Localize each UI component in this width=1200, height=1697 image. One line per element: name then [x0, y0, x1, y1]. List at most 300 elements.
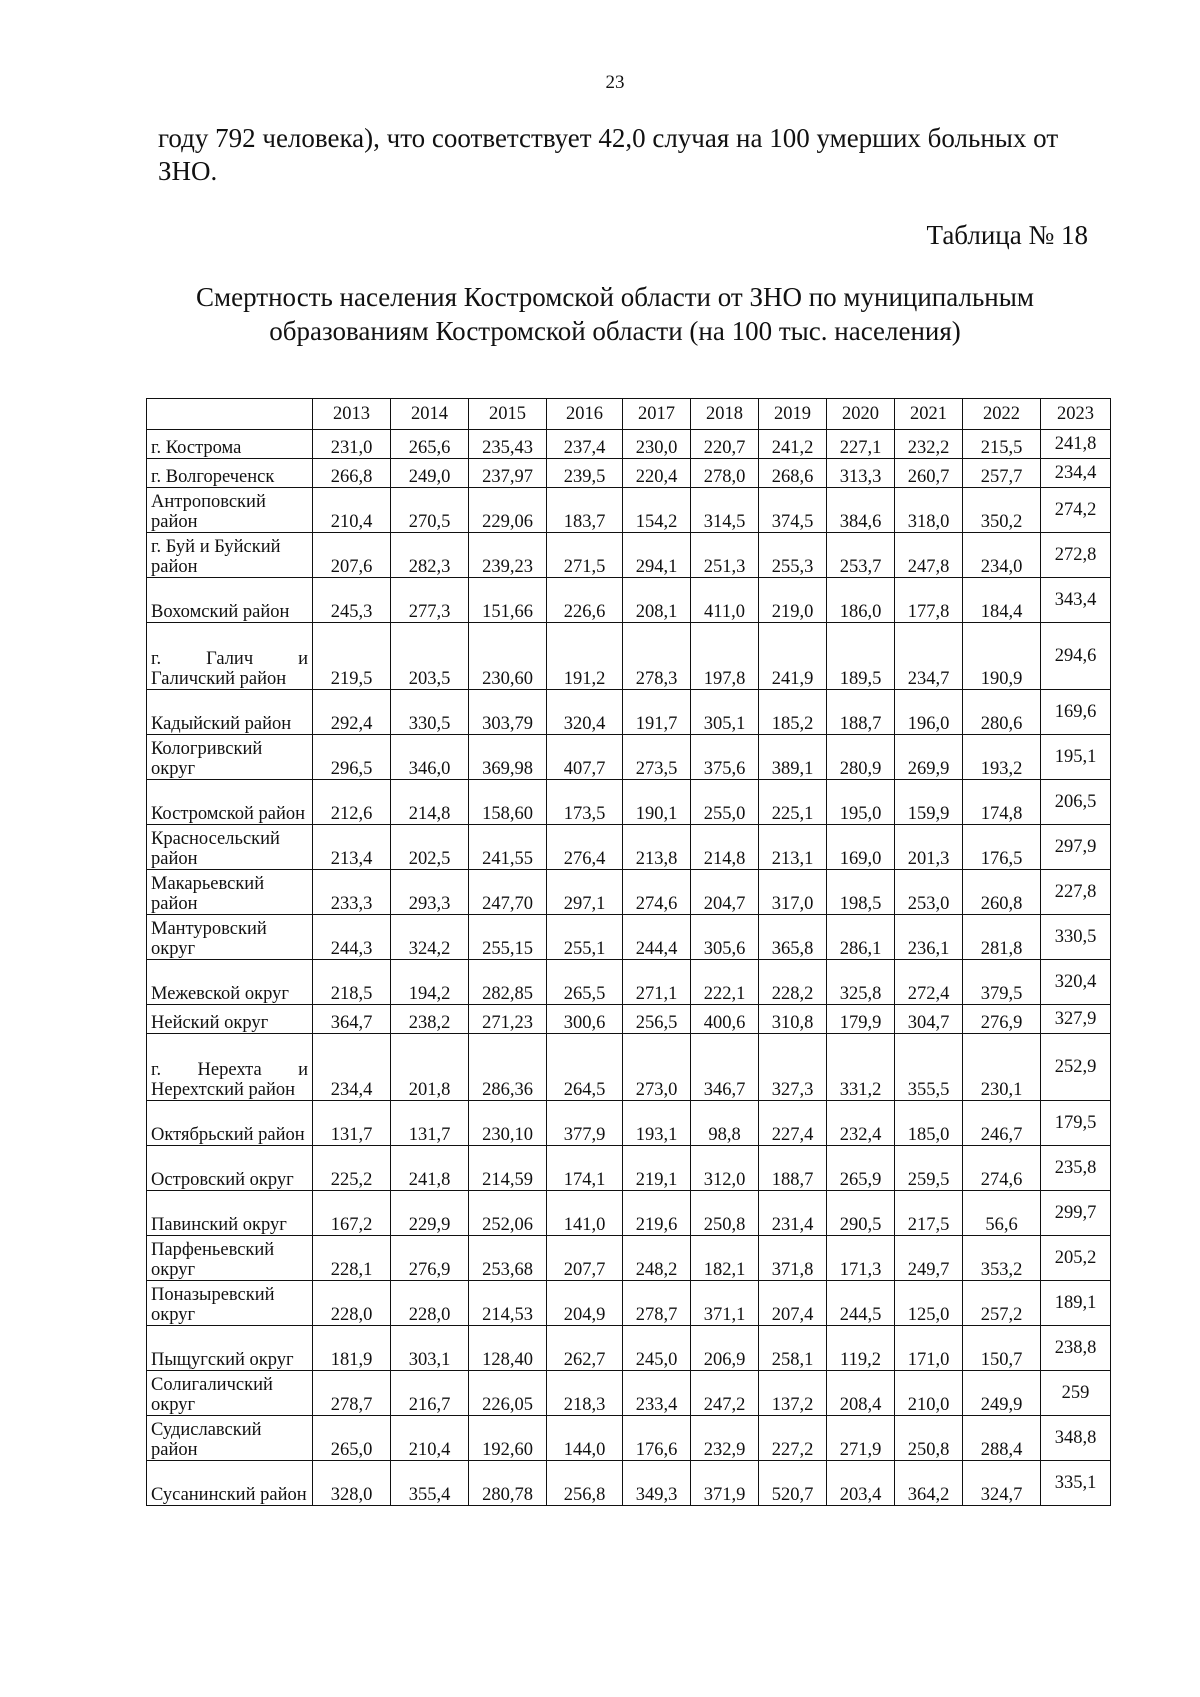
table-row: [147, 1005, 1111, 1034]
value-cell: 288,4: [963, 1416, 1041, 1461]
value-cell: 214,8: [391, 780, 469, 825]
table-row: [147, 623, 1111, 690]
value-cell: 204,7: [691, 870, 759, 915]
value-cell: 192,60: [469, 1416, 547, 1461]
municipality-name-cell: Поназыревский округ: [147, 1281, 313, 1326]
table-row: [147, 960, 1111, 1005]
value-cell: 239,23: [469, 533, 547, 578]
header-cell: 2023: [1041, 399, 1111, 430]
value-cell: 281,8: [963, 915, 1041, 960]
intro-paragraph: году 792 человека), что соответствует 42,0 случая на 100 умерших больных от ЗНО.: [158, 123, 1059, 186]
value-cell: 239,5: [547, 459, 623, 488]
value-cell: 230,60: [469, 623, 547, 690]
value-cell: 411,0: [691, 578, 759, 623]
table-row: [147, 690, 1111, 735]
value-cell: 193,1: [623, 1101, 691, 1146]
value-cell: 272,8: [1041, 533, 1111, 578]
value-cell: 241,2: [759, 430, 827, 459]
value-cell: 304,7: [895, 1005, 963, 1034]
value-cell: 206,5: [1041, 780, 1111, 825]
value-cell: 222,1: [691, 960, 759, 1005]
value-cell: 204,9: [547, 1281, 623, 1326]
value-cell: 231,0: [313, 430, 391, 459]
value-cell: 346,7: [691, 1034, 759, 1101]
value-cell: 328,0: [313, 1461, 391, 1506]
value-cell: 233,3: [313, 870, 391, 915]
value-cell: 353,2: [963, 1236, 1041, 1281]
page-number: 23: [605, 72, 625, 93]
header-cell: [147, 399, 313, 430]
value-cell: 349,3: [623, 1461, 691, 1506]
value-cell: 228,0: [391, 1281, 469, 1326]
value-cell: 119,2: [827, 1326, 895, 1371]
table-row: [147, 780, 1111, 825]
municipality-name-cell: г. Нерехта и Нерехтский район: [147, 1034, 313, 1101]
table-header-row: [147, 399, 1111, 430]
value-cell: 237,97: [469, 459, 547, 488]
table-row: [147, 1371, 1111, 1416]
value-cell: 212,6: [313, 780, 391, 825]
municipality-name-cell: Макарьевский район: [147, 870, 313, 915]
value-cell: 220,4: [623, 459, 691, 488]
value-cell: 274,6: [623, 870, 691, 915]
value-cell: 159,9: [895, 780, 963, 825]
value-cell: 173,5: [547, 780, 623, 825]
table-number: Таблица № 18: [926, 220, 1088, 250]
value-cell: 300,6: [547, 1005, 623, 1034]
table-row: [147, 1191, 1111, 1236]
header-cell: 2020: [827, 399, 895, 430]
municipality-name-cell: Красносельский район: [147, 825, 313, 870]
value-cell: 262,7: [547, 1326, 623, 1371]
table-row: [147, 1034, 1111, 1101]
value-cell: 379,5: [963, 960, 1041, 1005]
value-cell: 249,9: [963, 1371, 1041, 1416]
value-cell: 246,7: [963, 1101, 1041, 1146]
value-cell: 317,0: [759, 870, 827, 915]
header-cell: 2013: [313, 399, 391, 430]
value-cell: 183,7: [547, 488, 623, 533]
value-cell: 290,5: [827, 1191, 895, 1236]
value-cell: 251,3: [691, 533, 759, 578]
value-cell: 179,5: [1041, 1101, 1111, 1146]
value-cell: 219,0: [759, 578, 827, 623]
value-cell: 56,6: [963, 1191, 1041, 1236]
value-cell: 179,9: [827, 1005, 895, 1034]
value-cell: 371,1: [691, 1281, 759, 1326]
value-cell: 277,3: [391, 578, 469, 623]
value-cell: 216,7: [391, 1371, 469, 1416]
table-row: [147, 1326, 1111, 1371]
value-cell: 171,3: [827, 1236, 895, 1281]
value-cell: 265,9: [827, 1146, 895, 1191]
value-cell: 280,6: [963, 690, 1041, 735]
header-cell: 2021: [895, 399, 963, 430]
value-cell: 271,5: [547, 533, 623, 578]
value-cell: 282,3: [391, 533, 469, 578]
municipality-name-cell: Островский округ: [147, 1146, 313, 1191]
value-cell: 210,0: [895, 1371, 963, 1416]
value-cell: 154,2: [623, 488, 691, 533]
municipality-name-cell: Сусанинский район: [147, 1461, 313, 1506]
value-cell: 297,1: [547, 870, 623, 915]
value-cell: 228,0: [313, 1281, 391, 1326]
value-cell: 213,8: [623, 825, 691, 870]
value-cell: 293,3: [391, 870, 469, 915]
value-cell: 241,8: [391, 1146, 469, 1191]
value-cell: 232,9: [691, 1416, 759, 1461]
value-cell: 335,1: [1041, 1461, 1111, 1506]
value-cell: 292,4: [313, 690, 391, 735]
value-cell: 193,2: [963, 735, 1041, 780]
value-cell: 271,1: [623, 960, 691, 1005]
value-cell: 131,7: [313, 1101, 391, 1146]
value-cell: 245,3: [313, 578, 391, 623]
value-cell: 206,9: [691, 1326, 759, 1371]
value-cell: 174,8: [963, 780, 1041, 825]
value-cell: 189,5: [827, 623, 895, 690]
value-cell: 268,6: [759, 459, 827, 488]
value-cell: 181,9: [313, 1326, 391, 1371]
value-cell: 190,9: [963, 623, 1041, 690]
value-cell: 520,7: [759, 1461, 827, 1506]
value-cell: 255,1: [547, 915, 623, 960]
value-cell: 331,2: [827, 1034, 895, 1101]
value-cell: 327,3: [759, 1034, 827, 1101]
value-cell: 249,0: [391, 459, 469, 488]
value-cell: 191,7: [623, 690, 691, 735]
value-cell: 219,1: [623, 1146, 691, 1191]
value-cell: 264,5: [547, 1034, 623, 1101]
value-cell: 230,1: [963, 1034, 1041, 1101]
value-cell: 276,9: [963, 1005, 1041, 1034]
value-cell: 234,0: [963, 533, 1041, 578]
value-cell: 375,6: [691, 735, 759, 780]
value-cell: 273,5: [623, 735, 691, 780]
value-cell: 369,98: [469, 735, 547, 780]
value-cell: 241,55: [469, 825, 547, 870]
value-cell: 233,4: [623, 1371, 691, 1416]
value-cell: 228,2: [759, 960, 827, 1005]
municipality-name-cell: Антроповский район: [147, 488, 313, 533]
table-row: [147, 1236, 1111, 1281]
value-cell: 227,1: [827, 430, 895, 459]
header-cell: 2017: [623, 399, 691, 430]
value-cell: 273,0: [623, 1034, 691, 1101]
value-cell: 252,06: [469, 1191, 547, 1236]
table-row: [147, 1416, 1111, 1461]
value-cell: 247,2: [691, 1371, 759, 1416]
table-row: [147, 915, 1111, 960]
value-cell: 177,8: [895, 578, 963, 623]
value-cell: 203,4: [827, 1461, 895, 1506]
value-cell: 305,1: [691, 690, 759, 735]
municipality-name-cell: Пыщугский округ: [147, 1326, 313, 1371]
value-cell: 257,7: [963, 459, 1041, 488]
municipality-name-cell: Парфеньевский округ: [147, 1236, 313, 1281]
value-cell: 258,1: [759, 1326, 827, 1371]
value-cell: 389,1: [759, 735, 827, 780]
table-title: Смертность населения Костромской области от ЗНО по муниципальным образованиям Костромской области (на 100 тыс. населения): [196, 282, 1034, 346]
value-cell: 207,7: [547, 1236, 623, 1281]
value-cell: 253,7: [827, 533, 895, 578]
value-cell: 191,2: [547, 623, 623, 690]
value-cell: 219,5: [313, 623, 391, 690]
value-cell: 286,36: [469, 1034, 547, 1101]
value-cell: 330,5: [391, 690, 469, 735]
value-cell: 213,1: [759, 825, 827, 870]
value-cell: 230,10: [469, 1101, 547, 1146]
value-cell: 255,3: [759, 533, 827, 578]
value-cell: 203,5: [391, 623, 469, 690]
value-cell: 274,6: [963, 1146, 1041, 1191]
value-cell: 207,6: [313, 533, 391, 578]
value-cell: 313,3: [827, 459, 895, 488]
value-cell: 325,8: [827, 960, 895, 1005]
value-cell: 278,0: [691, 459, 759, 488]
value-cell: 232,4: [827, 1101, 895, 1146]
value-cell: 350,2: [963, 488, 1041, 533]
value-cell: 218,3: [547, 1371, 623, 1416]
value-cell: 253,68: [469, 1236, 547, 1281]
value-cell: 169,6: [1041, 690, 1111, 735]
value-cell: 195,0: [827, 780, 895, 825]
value-cell: 214,59: [469, 1146, 547, 1191]
value-cell: 265,6: [391, 430, 469, 459]
table-row: [147, 459, 1111, 488]
value-cell: 188,7: [759, 1146, 827, 1191]
value-cell: 230,0: [623, 430, 691, 459]
value-cell: 320,4: [547, 690, 623, 735]
table-row: [147, 1461, 1111, 1506]
value-cell: 218,5: [313, 960, 391, 1005]
value-cell: 234,7: [895, 623, 963, 690]
header-cell: 2014: [391, 399, 469, 430]
value-cell: 186,0: [827, 578, 895, 623]
value-cell: 330,5: [1041, 915, 1111, 960]
value-cell: 241,8: [1041, 430, 1111, 459]
value-cell: 236,1: [895, 915, 963, 960]
municipality-name-cell: Кологривский округ: [147, 735, 313, 780]
table-row: [147, 1101, 1111, 1146]
mortality-table: [146, 398, 1111, 1506]
value-cell: 131,7: [391, 1101, 469, 1146]
value-cell: 137,2: [759, 1371, 827, 1416]
value-cell: 231,4: [759, 1191, 827, 1236]
value-cell: 265,5: [547, 960, 623, 1005]
value-cell: 320,4: [1041, 960, 1111, 1005]
table-row: [147, 870, 1111, 915]
value-cell: 151,66: [469, 578, 547, 623]
value-cell: 189,1: [1041, 1281, 1111, 1326]
value-cell: 234,4: [313, 1034, 391, 1101]
value-cell: 270,5: [391, 488, 469, 533]
value-cell: 171,0: [895, 1326, 963, 1371]
value-cell: 228,1: [313, 1236, 391, 1281]
value-cell: 250,8: [895, 1416, 963, 1461]
value-cell: 235,8: [1041, 1146, 1111, 1191]
value-cell: 205,2: [1041, 1236, 1111, 1281]
header-cell: 2015: [469, 399, 547, 430]
table-row: [147, 735, 1111, 780]
value-cell: 235,43: [469, 430, 547, 459]
value-cell: 384,6: [827, 488, 895, 533]
value-cell: 185,0: [895, 1101, 963, 1146]
value-cell: 217,5: [895, 1191, 963, 1236]
value-cell: 98,8: [691, 1101, 759, 1146]
value-cell: 210,4: [313, 488, 391, 533]
table-row: [147, 825, 1111, 870]
value-cell: 208,4: [827, 1371, 895, 1416]
header-cell: 2019: [759, 399, 827, 430]
value-cell: 249,7: [895, 1236, 963, 1281]
value-cell: 244,5: [827, 1281, 895, 1326]
value-cell: 314,5: [691, 488, 759, 533]
value-cell: 310,8: [759, 1005, 827, 1034]
value-cell: 355,5: [895, 1034, 963, 1101]
value-cell: 244,4: [623, 915, 691, 960]
value-cell: 158,60: [469, 780, 547, 825]
value-cell: 265,0: [313, 1416, 391, 1461]
municipality-name-cell: Межевской округ: [147, 960, 313, 1005]
value-cell: 247,70: [469, 870, 547, 915]
value-cell: 266,8: [313, 459, 391, 488]
value-cell: 371,8: [759, 1236, 827, 1281]
value-cell: 312,0: [691, 1146, 759, 1191]
value-cell: 247,8: [895, 533, 963, 578]
value-cell: 194,2: [391, 960, 469, 1005]
municipality-name-cell: Нейский округ: [147, 1005, 313, 1034]
value-cell: 185,2: [759, 690, 827, 735]
value-cell: 125,0: [895, 1281, 963, 1326]
value-cell: 294,6: [1041, 623, 1111, 690]
value-cell: 198,5: [827, 870, 895, 915]
value-cell: 297,9: [1041, 825, 1111, 870]
value-cell: 197,8: [691, 623, 759, 690]
value-cell: 195,1: [1041, 735, 1111, 780]
value-cell: 226,05: [469, 1371, 547, 1416]
table-row: [147, 1281, 1111, 1326]
value-cell: 259,5: [895, 1146, 963, 1191]
value-cell: 214,53: [469, 1281, 547, 1326]
value-cell: 238,2: [391, 1005, 469, 1034]
value-cell: 278,7: [313, 1371, 391, 1416]
value-cell: 296,5: [313, 735, 391, 780]
value-cell: 374,5: [759, 488, 827, 533]
municipality-name-cell: Октябрьский район: [147, 1101, 313, 1146]
value-cell: 144,0: [547, 1416, 623, 1461]
value-cell: 250,8: [691, 1191, 759, 1236]
value-cell: 256,5: [623, 1005, 691, 1034]
table-body: [147, 430, 1111, 1506]
value-cell: 245,0: [623, 1326, 691, 1371]
value-cell: 318,0: [895, 488, 963, 533]
value-cell: 278,3: [623, 623, 691, 690]
value-cell: 225,1: [759, 780, 827, 825]
value-cell: 276,4: [547, 825, 623, 870]
value-cell: 260,7: [895, 459, 963, 488]
value-cell: 232,2: [895, 430, 963, 459]
value-cell: 324,7: [963, 1461, 1041, 1506]
value-cell: 371,9: [691, 1461, 759, 1506]
value-cell: 248,2: [623, 1236, 691, 1281]
municipality-name-cell: Кадыйский район: [147, 690, 313, 735]
value-cell: 188,7: [827, 690, 895, 735]
value-cell: 226,6: [547, 578, 623, 623]
value-cell: 276,9: [391, 1236, 469, 1281]
value-cell: 365,8: [759, 915, 827, 960]
value-cell: 227,2: [759, 1416, 827, 1461]
value-cell: 303,79: [469, 690, 547, 735]
value-cell: 257,2: [963, 1281, 1041, 1326]
value-cell: 269,9: [895, 735, 963, 780]
municipality-name-cell: г. Волгореченск: [147, 459, 313, 488]
value-cell: 299,7: [1041, 1191, 1111, 1236]
table-row: [147, 1146, 1111, 1191]
value-cell: 229,9: [391, 1191, 469, 1236]
header-cell: 2018: [691, 399, 759, 430]
value-cell: 237,4: [547, 430, 623, 459]
value-cell: 271,9: [827, 1416, 895, 1461]
value-cell: 208,1: [623, 578, 691, 623]
value-cell: 294,1: [623, 533, 691, 578]
value-cell: 176,5: [963, 825, 1041, 870]
value-cell: 377,9: [547, 1101, 623, 1146]
value-cell: 280,9: [827, 735, 895, 780]
municipality-name-cell: г. Буй и Буйский район: [147, 533, 313, 578]
value-cell: 238,8: [1041, 1326, 1111, 1371]
header-cell: 2022: [963, 399, 1041, 430]
value-cell: 252,9: [1041, 1034, 1111, 1101]
value-cell: 303,1: [391, 1326, 469, 1371]
value-cell: 213,4: [313, 825, 391, 870]
value-cell: 214,8: [691, 825, 759, 870]
value-cell: 227,4: [759, 1101, 827, 1146]
value-cell: 324,2: [391, 915, 469, 960]
value-cell: 182,1: [691, 1236, 759, 1281]
value-cell: 234,4: [1041, 459, 1111, 488]
value-cell: 207,4: [759, 1281, 827, 1326]
value-cell: 346,0: [391, 735, 469, 780]
value-cell: 169,0: [827, 825, 895, 870]
value-cell: 176,6: [623, 1416, 691, 1461]
municipality-name-cell: Солигаличский округ: [147, 1371, 313, 1416]
value-cell: 256,8: [547, 1461, 623, 1506]
value-cell: 128,40: [469, 1326, 547, 1371]
municipality-name-cell: Мантуровский округ: [147, 915, 313, 960]
table-row: [147, 488, 1111, 533]
value-cell: 225,2: [313, 1146, 391, 1191]
value-cell: 259: [1041, 1371, 1111, 1416]
value-cell: 255,15: [469, 915, 547, 960]
value-cell: 174,1: [547, 1146, 623, 1191]
municipality-name-cell: Костромской район: [147, 780, 313, 825]
value-cell: 282,85: [469, 960, 547, 1005]
table-row: [147, 430, 1111, 459]
value-cell: 278,7: [623, 1281, 691, 1326]
value-cell: 327,9: [1041, 1005, 1111, 1034]
value-cell: 141,0: [547, 1191, 623, 1236]
value-cell: 364,2: [895, 1461, 963, 1506]
table-row: [147, 533, 1111, 578]
value-cell: 215,5: [963, 430, 1041, 459]
value-cell: 271,23: [469, 1005, 547, 1034]
value-cell: 201,8: [391, 1034, 469, 1101]
value-cell: 280,78: [469, 1461, 547, 1506]
header-cell: 2016: [547, 399, 623, 430]
value-cell: 210,4: [391, 1416, 469, 1461]
municipality-name-cell: Павинский округ: [147, 1191, 313, 1236]
